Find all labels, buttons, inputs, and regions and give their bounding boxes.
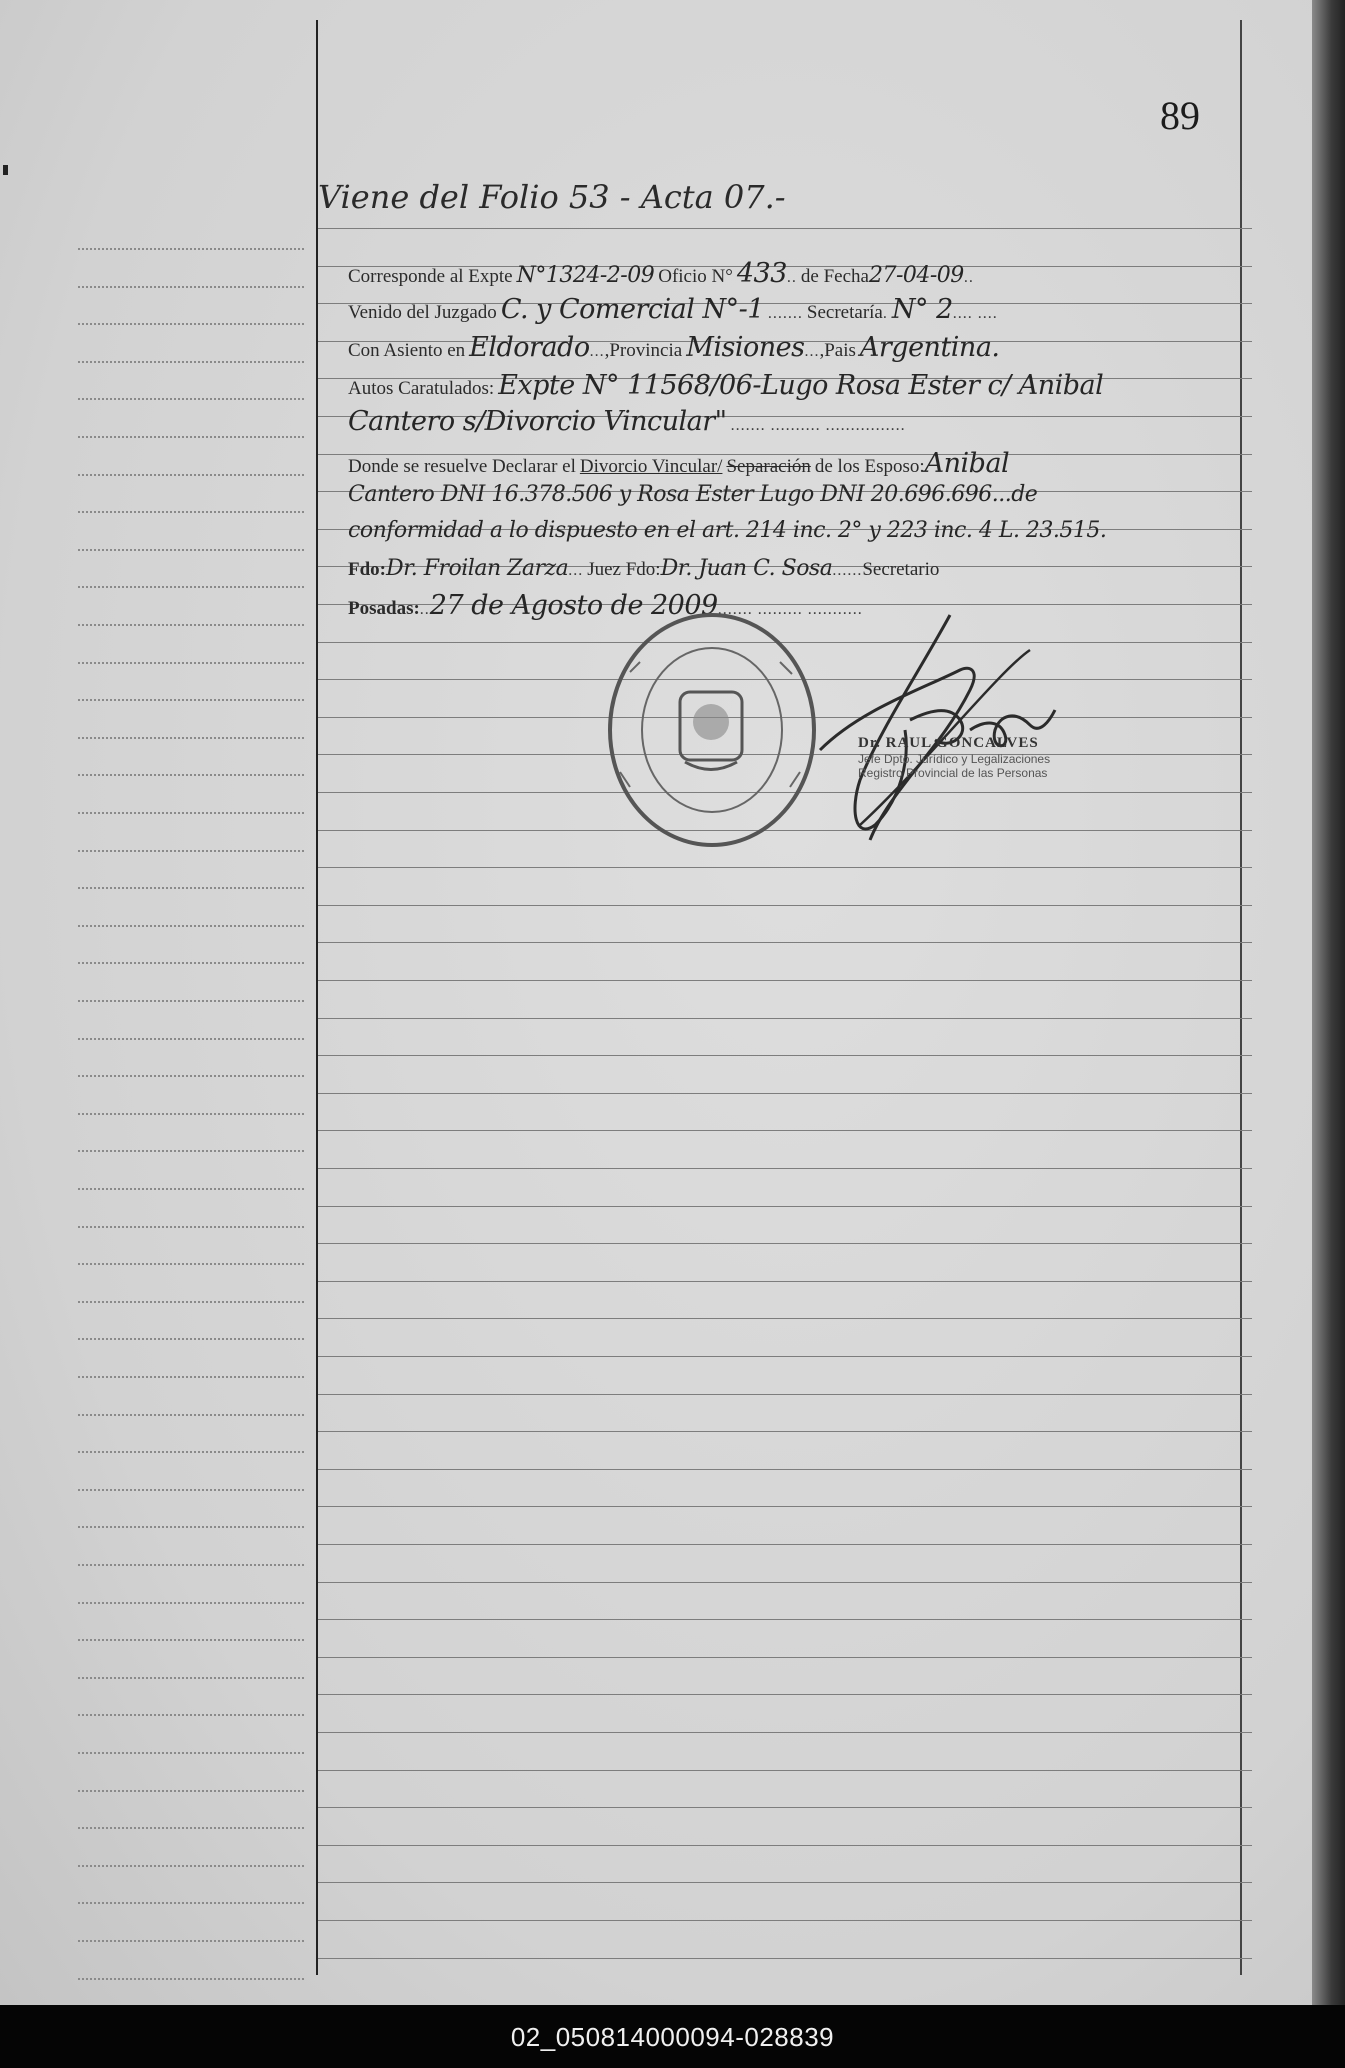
margin-dotted-line	[78, 1978, 304, 1980]
form-line-donde	[348, 448, 1009, 479]
margin-dotted-line	[78, 624, 304, 626]
form-line-autos-2: Cantero s/Divorcio Vincular" ....... .......... ................	[348, 406, 906, 437]
margin-dotted-line	[78, 1075, 304, 1077]
margin-dotted-line	[78, 398, 304, 400]
ruled-line	[318, 942, 1252, 943]
label-pais: Pais	[824, 340, 856, 361]
margin-dotted-line	[78, 1113, 304, 1115]
label-provincia: Provincia	[609, 340, 683, 361]
ruled-line	[318, 1318, 1252, 1319]
expte-number: N°1324-2-09	[516, 263, 655, 288]
margin-dotted-line	[78, 511, 304, 513]
ruled-line	[318, 1845, 1252, 1846]
ruled-line	[318, 1243, 1252, 1244]
signatory-title-2: Registro Provincial de las Personas	[858, 766, 1048, 780]
margin-dotted-line	[78, 1301, 304, 1303]
label-fecha: de Fecha	[800, 266, 869, 287]
ruled-line	[318, 1469, 1252, 1470]
label-secretario: Secretario	[862, 559, 940, 580]
margin-dotted-line	[78, 962, 304, 964]
margin-dotted-line	[78, 586, 304, 588]
form-line-donde-3	[348, 518, 1106, 543]
secretario-value: Dr. Juan C. Sosa	[660, 556, 833, 581]
ruled-line	[318, 1356, 1252, 1357]
label-juzgado: Venido del Juzgado	[348, 302, 497, 323]
divorcio-option: Divorcio Vincular/	[579, 456, 723, 477]
margin-dotted-line	[78, 1865, 304, 1867]
margin-dotted-line	[78, 1639, 304, 1641]
ruled-line	[318, 867, 1252, 868]
margin-dotted-line	[78, 323, 304, 325]
ruled-line	[318, 1130, 1252, 1131]
binding-mark	[3, 165, 8, 175]
margin-dotted-line	[78, 887, 304, 889]
label-oficio: Oficio N°	[658, 266, 733, 287]
margin-dotted-line	[78, 1790, 304, 1792]
ruled-line	[318, 1168, 1252, 1169]
ruled-line	[318, 905, 1252, 906]
juez-value: Dr. Froilan Zarza	[386, 556, 569, 581]
signatory-name: Dr. RAUL GONCALVES	[858, 735, 1039, 751]
margin-dotted-line	[78, 1188, 304, 1190]
margin-dotted-line	[78, 474, 304, 476]
ruled-line	[318, 1055, 1252, 1056]
margin-dotted-line	[78, 1038, 304, 1040]
ruled-line	[318, 980, 1252, 981]
provincia-value: Misiones	[686, 332, 805, 363]
separacion-option: Separación	[726, 456, 811, 477]
form-line-corresponde: Corresponde al Expte N°1324-2-09 Oficio N° 433.. de Fecha27-04-09..	[348, 258, 974, 289]
label-secretaria: Secretaría	[806, 302, 883, 323]
margin-dotted-line	[78, 1451, 304, 1453]
margin-dotted-line	[78, 1752, 304, 1754]
margin-dotted-line	[78, 1263, 304, 1265]
posadas-value: 27 de Agosto de 2009	[429, 590, 718, 621]
scan-caption: 02_050814000094-028839	[510, 2022, 835, 2052]
margin-dotted-line	[78, 737, 304, 739]
label-esposos: de los Esposo:	[814, 456, 925, 477]
margin-dotted-line	[78, 1526, 304, 1528]
margin-dotted-line	[78, 286, 304, 288]
margin-dotted-line	[78, 1714, 304, 1716]
margin-dotted-line	[78, 1677, 304, 1679]
margin-dotted-line	[78, 774, 304, 776]
margin-dotted-line	[78, 549, 304, 551]
margin-dotted-line	[78, 1602, 304, 1604]
margin-dotted-line	[78, 1414, 304, 1416]
autos-value-1: Expte N° 11568/06-Lugo Rosa Ester c/ Anibal	[498, 370, 1104, 401]
margin-dotted-line	[78, 1150, 304, 1152]
ruled-line	[318, 1431, 1252, 1432]
label-autos: Autos Caratulados:	[348, 378, 495, 399]
ruled-line	[318, 228, 1252, 229]
ruled-line	[318, 1657, 1252, 1658]
label-corresponde: Corresponde al Expte	[348, 266, 513, 287]
margin-dotted-line	[78, 1827, 304, 1829]
official-seal-stamp	[600, 612, 820, 862]
label-posadas: Posadas:	[348, 598, 420, 619]
margin-dotted-line	[78, 1000, 304, 1002]
fecha-value: 27-04-09	[868, 263, 964, 288]
margin-dotted-line	[78, 1902, 304, 1904]
form-line-posadas: Posadas:..27 de Agosto de 2009....... ......... ...........	[348, 590, 863, 621]
juzgado-value: C. y Comercial N°-1	[500, 294, 764, 325]
signatory-title-1: Jefe Dpto. Jurídico y Legalizaciones	[858, 752, 1051, 766]
margin-dotted-line	[78, 436, 304, 438]
label-asiento: Con Asiento en	[348, 340, 466, 361]
secretaria-value: N° 2	[891, 294, 953, 325]
ruled-line	[318, 1018, 1252, 1019]
ruled-line	[318, 1958, 1252, 1959]
esposos-value-2: Cantero DNI 16.378.506 y Rosa Ester Lugo DNI 20.696.696...de	[348, 482, 1038, 507]
ruled-line	[318, 1544, 1252, 1545]
ruled-line	[318, 1506, 1252, 1507]
ruled-line	[318, 1093, 1252, 1094]
form-line-autos	[348, 370, 1103, 401]
signature-block	[858, 735, 1118, 780]
ruled-line	[318, 1582, 1252, 1583]
book-binding-edge	[1312, 0, 1345, 2005]
pais-value: Argentina.	[859, 332, 1000, 363]
margin-dotted-line	[78, 925, 304, 927]
margin-dotted-line	[78, 1940, 304, 1942]
form-line-asiento: Con Asiento en Eldorado...,Provincia Misiones...,Pais Argentina.	[348, 332, 1000, 363]
margin-dotted-line	[78, 1564, 304, 1566]
margin-dotted-line	[78, 1338, 304, 1340]
margin-dotted-line	[78, 1226, 304, 1228]
margin-dotted-line	[78, 1489, 304, 1491]
margin-dotted-line	[78, 1376, 304, 1378]
autos-value-2: Cantero s/Divorcio Vincular"	[348, 406, 727, 437]
label-fdo: Fdo:	[348, 559, 386, 580]
esposos-value-3: conformidad a lo dispuesto en el art. 214 inc. 2° y 223 inc. 4 L. 23.515.	[348, 518, 1107, 543]
margin-dotted-line	[78, 812, 304, 814]
esposos-value-1: Anibal	[924, 448, 1010, 479]
ruled-line	[318, 1732, 1252, 1733]
ruled-line	[318, 1619, 1252, 1620]
ruled-line	[318, 1770, 1252, 1771]
form-line-juzgado: Venido del Juzgado C. y Comercial N°-1 ....... Secretaría. N° 2.... ....	[348, 294, 998, 325]
margin-dotted-line	[78, 361, 304, 363]
margin-dotted-line	[78, 699, 304, 701]
ruled-line	[318, 1807, 1252, 1808]
ruled-line	[318, 1281, 1252, 1282]
ruled-line	[318, 1206, 1252, 1207]
margin-vertical-line	[316, 20, 318, 1975]
ruled-line	[318, 1882, 1252, 1883]
margin-dotted-line	[78, 662, 304, 664]
right-vertical-line	[1240, 20, 1242, 1975]
asiento-value: Eldorado	[469, 332, 590, 363]
label-juez: Juez Fdo:	[587, 559, 661, 580]
signature-scribble	[800, 610, 1110, 850]
ruled-line	[318, 1694, 1252, 1695]
ruled-line	[318, 1920, 1252, 1921]
header-note: Viene del Folio 53 - Acta 07.-	[318, 178, 786, 216]
margin-dotted-line	[78, 850, 304, 852]
ruled-line	[318, 1394, 1252, 1395]
margin-dotted-line	[78, 248, 304, 250]
form-line-donde-2	[348, 482, 1037, 507]
oficio-number: 433	[736, 258, 787, 289]
folio-number: 89	[1160, 93, 1200, 138]
label-donde: Donde se resuelve Declarar el	[348, 456, 576, 477]
form-line-firmantes: Fdo:Dr. Froilan Zarza... Juez Fdo:Dr. Juan C. Sosa......Secretario	[348, 556, 940, 581]
